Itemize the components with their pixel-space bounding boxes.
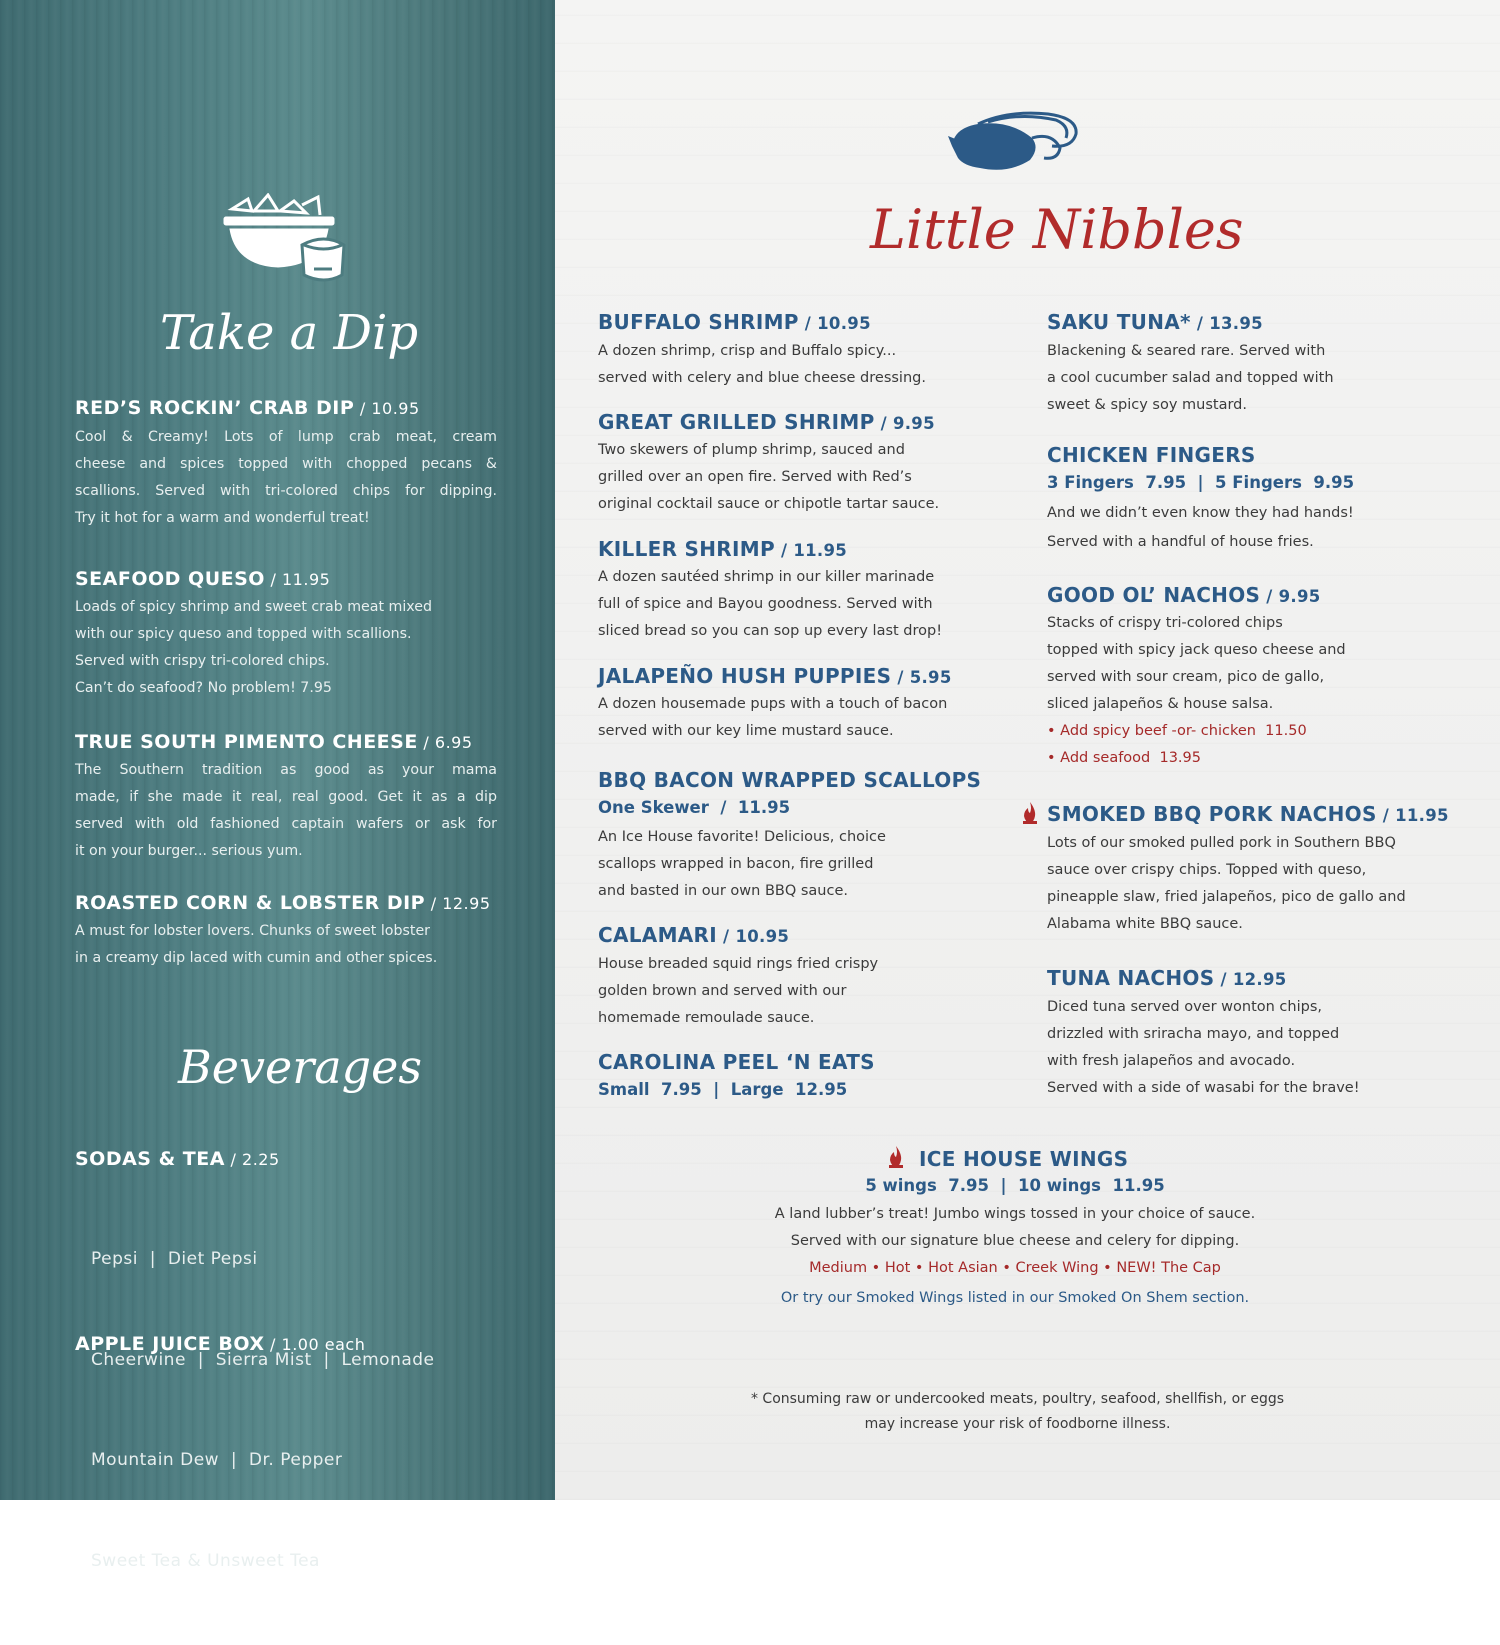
food-safety-disclaimer: * Consuming raw or undercooked meats, poultry, seafood, shellfish, or eggs may increase your risk of foodborne illness.: [750, 1391, 1285, 1432]
menu-item-name: CAROLINA PEEL ‘N EATS: [598, 1050, 875, 1074]
menu-item-name: ICE HOUSE WINGS: [919, 1147, 1129, 1171]
menu-item-name: TUNA NACHOS / 12.95: [1047, 966, 1287, 990]
menu-item-description: A dozen shrimp, crisp and Buffalo spicy... served with celery and blue cheese dressing.: [598, 343, 926, 386]
beverage-name: APPLE JUICE BOX / 1.00 each: [75, 1333, 366, 1355]
menu-item-description: Two skewers of plump shrimp, sauced and grilled over an open fire. Served with Red’s original cocktail sauce or chipotle tartar sauce.: [598, 442, 940, 512]
menu-item-description: A dozen housemade pups with a touch of bacon served with our key lime mustard sauce.: [598, 696, 948, 739]
menu-item-name: JALAPEÑO HUSH PUPPIES / 5.95: [598, 664, 952, 688]
menu-item-description: Diced tuna served over wonton chips, drizzled with sriracha mayo, and topped with fresh jalapeños and avocado. Served with a side of wasabi for the brave!: [1047, 999, 1360, 1096]
menu-item-description: Cool & Creamy! Lots of lump crab meat, cream cheese and spices topped with chopped pecans & scallions. Served with tri-colored chips for dipping. Try it hot for a warm and wonderful treat!: [75, 429, 497, 526]
section-title-little-nibbles: Little Nibbles: [870, 198, 1244, 261]
menu-item-name: SEAFOOD QUESO / 11.95: [75, 568, 331, 590]
menu-item-name: BUFFALO SHRIMP / 10.95: [598, 310, 871, 334]
menu-item-description: A must for lobster lovers. Chunks of sweet lobster in a creamy dip laced with cumin and other spices.: [75, 923, 438, 966]
flame-icon: [888, 1146, 904, 1168]
menu-item-description: The Southern tradition as good as your mama made, if she made it real, real good. Get it as a dip served with old fashioned captain wafers or ask for it on your burger... serious yum.: [75, 762, 497, 859]
beverage-name: SODAS & TEA / 2.25: [75, 1148, 280, 1170]
menu-item-name: GREAT GRILLED SHRIMP / 9.95: [598, 410, 935, 434]
menu-item-description: Loads of spicy shrimp and sweet crab meat mixed with our spicy queso and topped with scallions. Served with crispy tri-colored chips. Can’t do seafood? No problem! 7.95: [75, 599, 433, 696]
right-panel: [555, 0, 1500, 1500]
menu-item-name: GOOD OL’ NACHOS / 9.95: [1047, 583, 1321, 607]
flame-icon: [1022, 802, 1038, 824]
menu-item-description: A land lubber’s treat! Jumbo wings tossed in your choice of sauce. Served with our signature blue cheese and celery for dipping.: [774, 1206, 1256, 1249]
menu-item-description: An Ice House favorite! Delicious, choice scallops wrapped in bacon, fire grilled and basted in our own BBQ sauce.: [598, 829, 886, 899]
menu-item-description: A dozen sautéed shrimp in our killer marinade full of spice and Bayou goodness. Served with sliced bread so you can sop up every last drop!: [598, 569, 943, 639]
menu-item-price: 3 Fingers 7.95 | 5 Fingers 9.95: [1047, 473, 1355, 492]
section-title-take-a-dip: Take a Dip: [160, 305, 419, 361]
menu-item-description: Stacks of crispy tri-colored chips topped with spicy jack queso cheese and served with sour cream, pico de gallo, sliced jalapeños & house salsa. • Add spicy beef -or- chicken 11.50 • Add seafood 13.95: [1047, 610, 1346, 772]
menu-addon: • Add seafood 13.95: [1047, 750, 1201, 766]
beverage-list: Pepsi | Diet Pepsi Cheerwine | Sierra Mist | Lemonade Mountain Dew | Dr. Pepper Sweet Tea & Unsweet Tea: [91, 1249, 435, 1571]
menu-item-price: Small 7.95 | Large 12.95: [598, 1080, 848, 1099]
wing-sauces: Medium • Hot • Hot Asian • Creek Wing • NEW! The Cap: [809, 1260, 1221, 1276]
menu-item-name: RED’S ROCKIN’ CRAB DIP / 10.95: [75, 397, 420, 419]
shrimp-icon: [948, 108, 1083, 176]
menu-item-name: KILLER SHRIMP / 11.95: [598, 537, 848, 561]
chips-and-dip-bowl-icon: [220, 193, 350, 288]
menu-item-price: 5 wings 7.95 | 10 wings 11.95: [865, 1176, 1165, 1195]
menu-item-description: House breaded squid rings fried crispy golden brown and served with our homemade remoulade sauce.: [598, 956, 879, 1026]
menu-item-name: TRUE SOUTH PIMENTO CHEESE / 6.95: [75, 731, 473, 753]
menu-item-name: CALAMARI / 10.95: [598, 923, 790, 947]
menu-item-name: ROASTED CORN & LOBSTER DIP / 12.95: [75, 892, 491, 914]
menu-item-name: BBQ BACON WRAPPED SCALLOPS: [598, 768, 982, 792]
wings-note: Or try our Smoked Wings listed in our Smoked On Shem section.: [780, 1290, 1250, 1306]
menu-item-name: CHICKEN FINGERS: [1047, 443, 1256, 467]
menu-addon: • Add spicy beef -or- chicken 11.50: [1047, 723, 1307, 739]
menu-item-description: And we didn’t even know they had hands! Served with a handful of house fries.: [1047, 505, 1354, 550]
section-title-beverages: Beverages: [178, 1040, 422, 1094]
menu-item-description: Lots of our smoked pulled pork in Southern BBQ sauce over crispy chips. Topped with queso, pineapple slaw, fried jalapeños, pico de gallo and Alabama white BBQ sauce.: [1047, 835, 1406, 932]
left-panel: [0, 0, 555, 1571]
menu-item-name: SAKU TUNA* / 13.95: [1047, 310, 1263, 334]
menu-item-price: One Skewer / 11.95: [598, 798, 791, 817]
menu-item-description: Blackening & seared rare. Served with a cool cucumber salad and topped with sweet & spicy soy mustard.: [1047, 343, 1334, 413]
menu-item-name: SMOKED BBQ PORK NACHOS / 11.95: [1047, 802, 1449, 826]
